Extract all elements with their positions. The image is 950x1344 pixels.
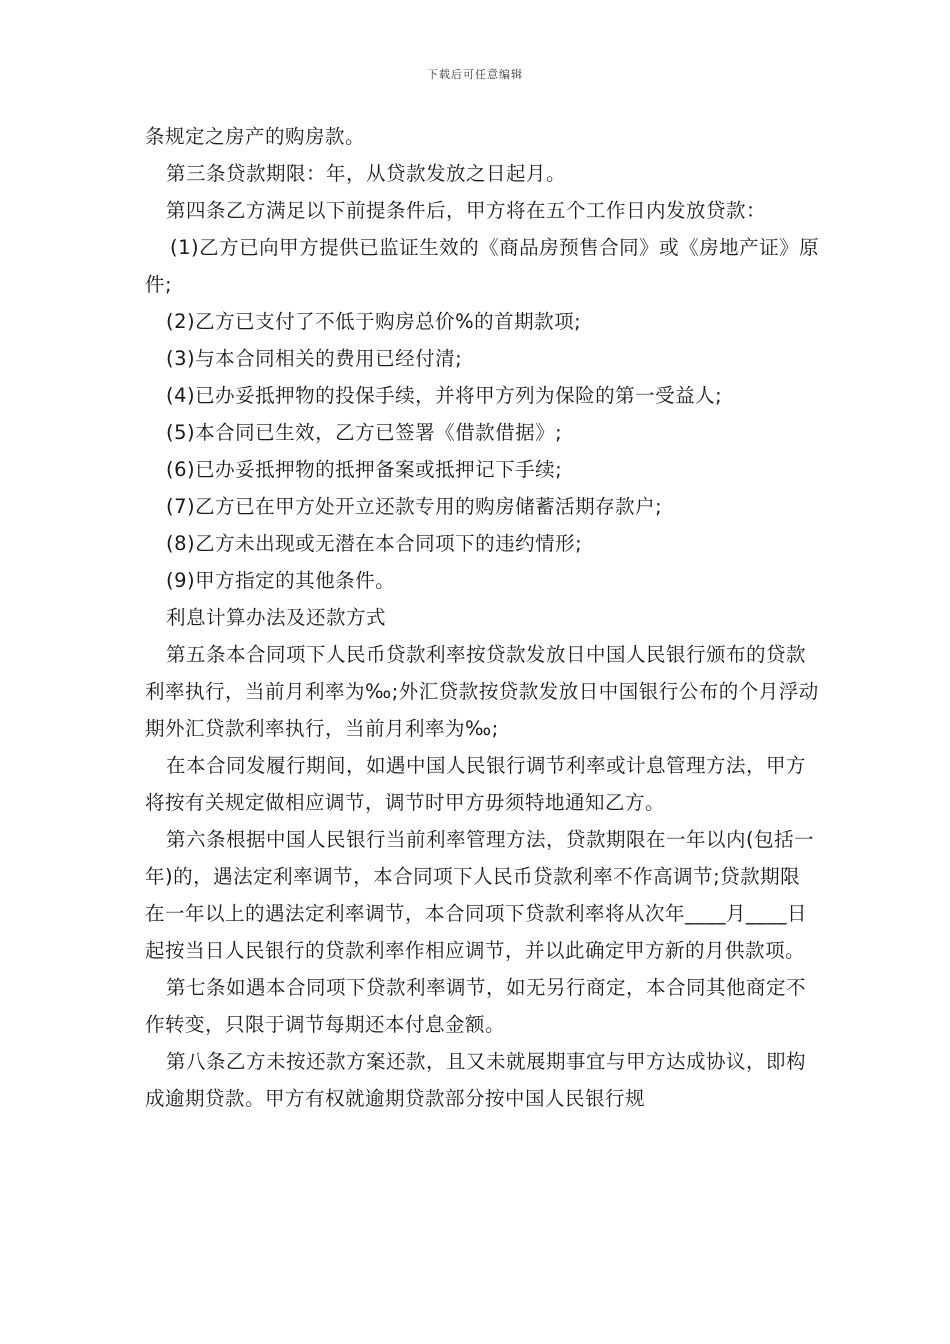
section-heading-interest: 利息计算办法及还款方式 — [166, 606, 387, 629]
paragraph-article-4: 第四条乙方满足以下前提条件后，甲方将在五个工作日内发放贷款： — [166, 199, 767, 222]
document-body — [145, 118, 820, 1117]
paragraph-condition-5: (5)本合同已生效，乙方已签署《借款借据》; — [166, 421, 563, 444]
paragraph-article-6: 第六条根据中国人民银行当前利率管理方法，贷款期限在一年以内(包括一年)的，遇法定利率调节，本合同项下人民币贷款利率不作高调节;贷款期限在一年以上的遇法定利率调节，本合同项下贷款利率将从次年____月____日起按当日人民银行的贷款利率作相应调节，并以此确定甲方新的月供款项。 — [145, 828, 815, 962]
page-header: 下载后可任意编辑 — [427, 68, 523, 81]
paragraph-condition-3: (3)与本合同相关的费用已经付清; — [166, 347, 463, 370]
paragraph-article-5-cont: 在本合同发履行期间，如遇中国人民银行调节利率或计息管理方法，甲方将按有关规定做相应调节，调节时甲方毋须特地通知乙方。 — [145, 754, 807, 814]
paragraph-condition-7: (7)乙方已在甲方处开立还款专用的购房储蓄活期存款户; — [166, 495, 663, 518]
paragraph-condition-4: (4)已办妥抵押物的投保手续，并将甲方列为保险的第一受益人; — [166, 384, 723, 407]
paragraph-condition-2: (2)乙方已支付了不低于购房总价%的首期款项; — [166, 310, 582, 333]
paragraph-condition-6: (6)已办妥抵押物的抵押备案或抵押记下手续; — [166, 458, 563, 481]
paragraph-article-5: 第五条本合同项下人民币贷款利率按贷款发放日中国人民银行颁布的贷款利率执行，当前月利率为‰;外汇贷款按贷款发放日中国银行公布的个月浮动期外汇贷款利率执行，当前月利率为‰; — [145, 643, 819, 740]
paragraph-article-3: 第三条贷款期限：年，从贷款发放之日起月。 — [166, 162, 567, 185]
paragraph-condition-1: (1)乙方已向甲方提供已监证生效的《商品房预售合同》或《房地产证》原件; — [145, 236, 820, 296]
paragraph-condition-9: (9)甲方指定的其他条件。 — [166, 569, 396, 592]
paragraph-article-7: 第七条如遇本合同项下贷款利率调节，如无另行商定，本合同其他商定不作转变，只限于调节每期还本付息金额。 — [145, 976, 807, 1036]
paragraph-condition-8: (8)乙方未出现或无潜在本合同项下的违约情形; — [166, 532, 583, 555]
paragraph-clause-continuation: 条规定之房产的购房款。 — [145, 125, 366, 148]
paragraph-article-8: 第八条乙方未按还款方案还款，且又未就展期事宜与甲方达成协议，即构成逾期贷款。甲方有权就逾期贷款部分按中国人民银行规 — [145, 1050, 807, 1110]
